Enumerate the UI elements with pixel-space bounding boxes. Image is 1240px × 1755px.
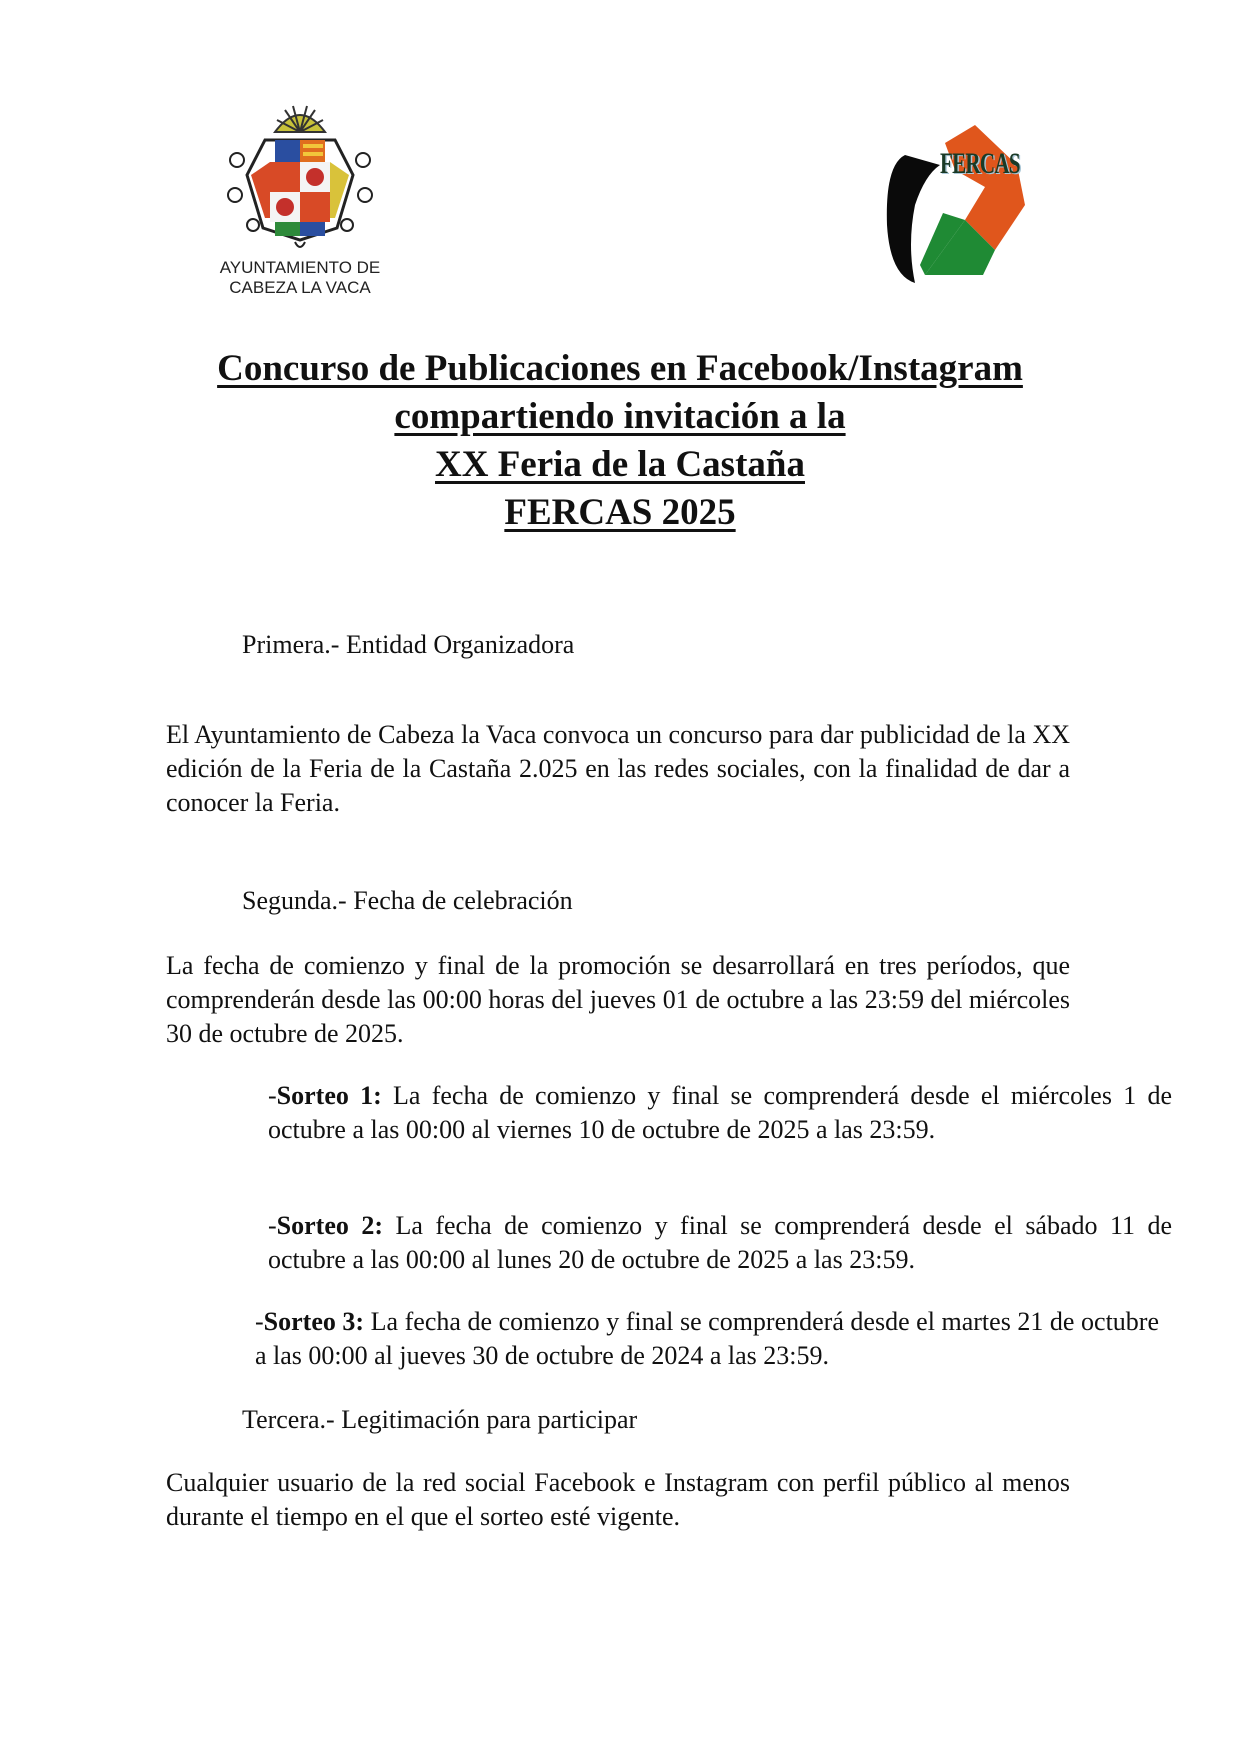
section-text-segunda: La fecha de comienzo y final de la promoción se desarrollará en tres períodos, que comprenderán desde las 00:00 horas del jueves 01 de octubre a las 23:59 del miércoles 30 de octubre de 2025. [166, 951, 1070, 1048]
section-text-primera: El Ayuntamiento de Cabeza la Vaca convoca un concurso para dar publicidad de la XX edición de la Feria de la Castaña 2.025 en las redes sociales, con la finalidad de dar a conocer la Feria. [166, 720, 1070, 817]
logo-caption [205, 258, 395, 298]
fercas-wordmark: FERCAS [940, 147, 1020, 180]
sorteo-dash: - [255, 1307, 264, 1336]
title-line-3: XX Feria de la Castaña [435, 444, 805, 485]
sorteo-1 [166, 1079, 1172, 1147]
sorteo-label: Sorteo 1: [276, 1081, 382, 1110]
logo-caption-line1: AYUNTAMIENTO DE [219, 258, 381, 277]
sorteo-text: La fecha de comienzo y final se comprenderá desde el martes 21 de octubre a las 00:00 al jueves 30 de octubre de 2024 a las 23:59. [255, 1307, 1159, 1370]
sorteo-3 [166, 1305, 1159, 1373]
ayuntamiento-logo [205, 100, 395, 300]
sorteo-text: La fecha de comienzo y final se comprenderá desde el sábado 11 de octubre a las 00:00 al lunes 20 de octubre de 2025 a las 23:59. [268, 1211, 1173, 1274]
section-heading-tercera: Tercera.- Legitimación para participar [242, 1405, 638, 1434]
section-heading-segunda: Segunda.- Fecha de celebración [242, 886, 573, 915]
sorteo-label: Sorteo 3: [263, 1307, 365, 1336]
sorteo-text: La fecha de comienzo y final se comprenderá desde el miércoles 1 de octubre a las 00:00 al viernes 10 de octubre de 2025 a las 23:59. [268, 1081, 1173, 1144]
fercas-logo [885, 125, 1035, 285]
sorteo-label: Sorteo 2: [276, 1211, 383, 1240]
document-title [0, 345, 1240, 537]
section-text-tercera: Cualquier usuario de la red social Facebook e Instagram con perfil público al menos durante el tiempo en el que el sorteo esté vigente. [166, 1468, 1070, 1531]
coat-of-arms-icon [225, 100, 375, 255]
logo-caption-line2: CABEZA LA VACA [229, 278, 371, 297]
title-line-4: FERCAS 2025 [504, 492, 736, 533]
sorteo-dash: - [268, 1081, 277, 1110]
title-line-1: Concurso de Publicaciones en Facebook/Instagram [217, 348, 1023, 389]
title-line-2: compartiendo invitación a la [394, 396, 846, 437]
sorteo-dash: - [268, 1211, 277, 1240]
sorteo-2 [166, 1209, 1172, 1277]
section-heading-primera: Primera.- Entidad Organizadora [242, 630, 575, 659]
